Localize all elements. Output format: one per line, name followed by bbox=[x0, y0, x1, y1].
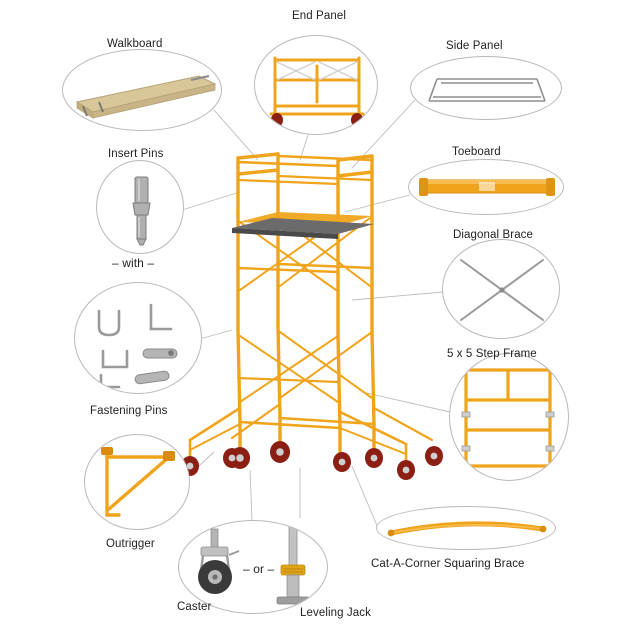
label-step-frame: 5 x 5 Step Frame bbox=[447, 348, 537, 360]
end-panel-icon bbox=[255, 36, 378, 135]
label-insert-pins: Insert Pins bbox=[108, 148, 164, 160]
callout-side-panel bbox=[410, 56, 562, 120]
callout-diagonal-brace bbox=[442, 239, 560, 339]
label-walkboard: Walkboard bbox=[107, 38, 163, 50]
callout-outrigger bbox=[84, 434, 190, 530]
side-panel-icon bbox=[411, 57, 562, 120]
callout-squaring-brace bbox=[376, 506, 556, 550]
label-fastening-pins: Fastening Pins bbox=[90, 405, 168, 417]
label-squaring-brace: Cat-A-Corner Squaring Brace bbox=[371, 558, 525, 570]
fastening-pin-set-icon bbox=[75, 283, 202, 394]
connector-with: – with – bbox=[112, 256, 155, 270]
label-leveling-jack: Leveling Jack bbox=[300, 607, 371, 619]
walkboard-icon bbox=[63, 50, 222, 131]
toeboard-icon bbox=[409, 160, 564, 215]
callout-end-panel bbox=[254, 35, 378, 135]
label-end-panel: End Panel bbox=[292, 10, 346, 22]
callout-walkboard bbox=[62, 49, 222, 131]
label-outrigger: Outrigger bbox=[106, 538, 155, 550]
connector-or: – or – bbox=[243, 562, 275, 576]
squaring-brace-bar-icon bbox=[377, 507, 556, 550]
callout-insert-pins bbox=[96, 160, 184, 254]
outrigger-arm-icon bbox=[85, 435, 190, 530]
callout-fastening-pins bbox=[74, 282, 202, 394]
label-toeboard: Toeboard bbox=[452, 146, 501, 158]
label-diagonal-brace: Diagonal Brace bbox=[453, 229, 534, 241]
caster-wheel-icon bbox=[198, 529, 239, 594]
callout-toeboard bbox=[408, 159, 564, 215]
label-side-panel: Side Panel bbox=[446, 40, 503, 52]
step-frame-icon bbox=[450, 354, 569, 481]
leveling-jack-icon bbox=[277, 525, 309, 604]
x-brace-icon bbox=[443, 240, 560, 339]
callout-step-frame bbox=[449, 353, 569, 481]
insert-pin-icon bbox=[97, 161, 184, 254]
label-caster: Caster bbox=[177, 601, 212, 613]
